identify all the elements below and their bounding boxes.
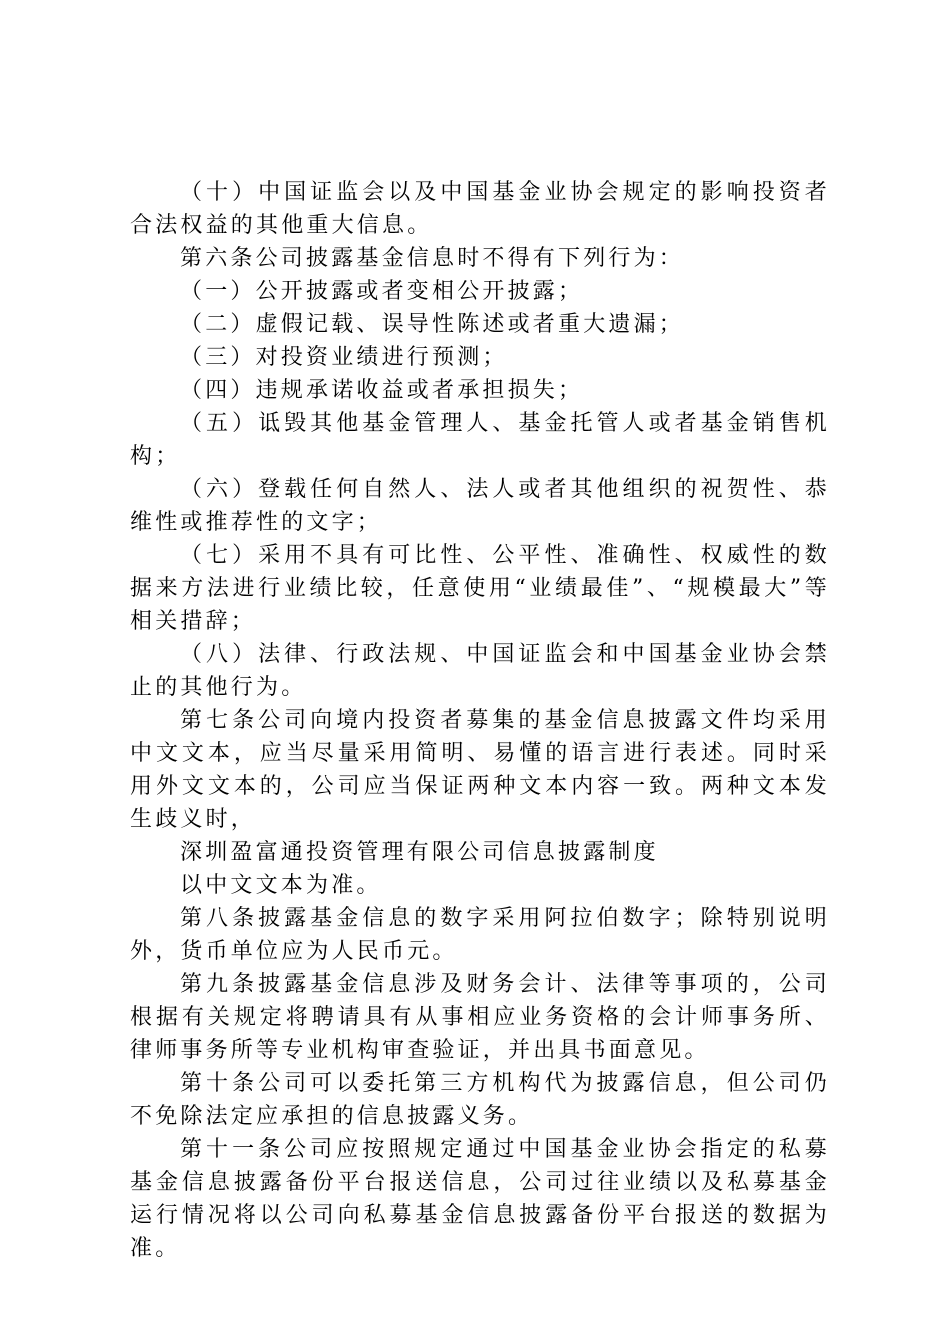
paragraph-item-6: （六）登载任何自然人、法人或者其他组织的祝贺性、恭维性或推荐性的文字； bbox=[130, 477, 830, 535]
paragraph-article-8: 第八条披露基金信息的数字采用阿拉伯数字；除特别说明外，货币单位应为人民币元。 bbox=[130, 906, 830, 964]
paragraph-item-2: （二）虚假记载、误导性陈述或者重大遗漏； bbox=[180, 312, 685, 337]
paragraph-article-7: 第七条公司向境内投资者募集的基金信息披露文件均采用中文文本，应当尽量采用简明、易懂的语言进行表述。同时采用外文文本的，公司应当保证两种文本内容一致。两种文本发生歧义时， bbox=[130, 708, 830, 832]
document-title-line: 深圳盈富通投资管理有限公司信息披露制度 bbox=[180, 840, 659, 865]
paragraph-article-7-continued: 以中文文本为准。 bbox=[180, 873, 382, 898]
paragraph-article-11: 第十一条公司应按照规定通过中国基金业协会指定的私募基金信息披露备份平台报送信息，公司过往业绩以及私募基金运行情况将以公司向私募基金信息披露备份平台报送的数据为准。 bbox=[130, 1137, 830, 1261]
document-body bbox=[130, 176, 830, 1265]
paragraph-item-10: （十）中国证监会以及中国基金业协会规定的影响投资者合法权益的其他重大信息。 bbox=[130, 180, 830, 238]
paragraph-article-6: 第六条公司披露基金信息时不得有下列行为： bbox=[180, 246, 685, 271]
paragraph-item-5: （五）诋毁其他基金管理人、基金托管人或者基金销售机构； bbox=[130, 411, 830, 469]
paragraph-item-3: （三）对投资业绩进行预测； bbox=[180, 345, 508, 370]
paragraph-item-1: （一）公开披露或者变相公开披露； bbox=[180, 279, 584, 304]
paragraph-item-7: （七）采用不具有可比性、公平性、准确性、权威性的数据来方法进行业绩比较，任意使用“业绩最佳”、“规模最大”等相关措辞； bbox=[130, 543, 830, 634]
paragraph-article-10: 第十条公司可以委托第三方机构代为披露信息，但公司仍不免除法定应承担的信息披露义务。 bbox=[130, 1071, 830, 1129]
paragraph-item-8: （八）法律、行政法规、中国证监会和中国基金业协会禁止的其他行为。 bbox=[130, 642, 830, 700]
paragraph-item-4: （四）违规承诺收益或者承担损失； bbox=[180, 378, 584, 403]
paragraph-article-9: 第九条披露基金信息涉及财务会计、法律等事项的，公司根据有关规定将聘请具有从事相应业务资格的会计师事务所、律师事务所等专业机构审查验证，并出具书面意见。 bbox=[130, 972, 830, 1063]
